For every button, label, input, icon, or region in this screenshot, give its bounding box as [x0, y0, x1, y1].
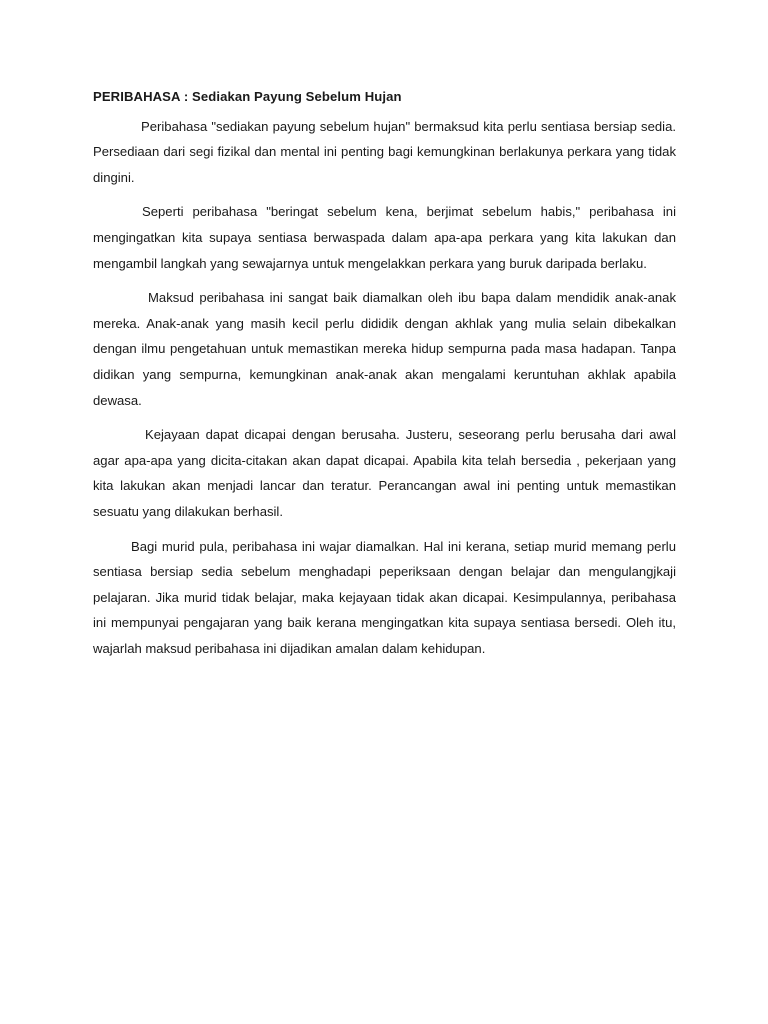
document-title: PERIBAHASA : Sediakan Payung Sebelum Hujan — [93, 89, 402, 104]
paragraph-3: Maksud peribahasa ini sangat baik diamalkan oleh ibu bapa dalam mendidik anak-anak mereka. Anak-anak yang masih kecil perlu dididik dengan akhlak yang mulia selain dibekalkan dengan ilmu pengetahuan untuk memastikan mereka hidup sempurna pada masa hadapan. Tanpa didikan yang sempurna, kemungkinan anak-anak akan mengalami keruntuhan akhlak apabila dewasa. — [93, 290, 676, 408]
paragraph-1: Peribahasa "sediakan payung sebelum hujan" bermaksud kita perlu sentiasa bersiap sedia. Persediaan dari segi fizikal dan mental ini penting bagi kemungkinan berlakunya perkara yang tidak dingini. — [93, 118, 676, 185]
paragraph-4: Kejayaan dapat dicapai dengan berusaha. Justeru, seseorang perlu berusaha dari awal agar apa-apa yang dicita-citakan akan dapat dicapai. Apabila kita telah bersedia , pekerjaan yang kita lakukan akan menjadi lancar dan teratur. Perancangan awal ini penting untuk memastikan sesuatu yang dilakukan berhasil. — [93, 427, 676, 519]
paragraph-2: Seperti peribahasa "beringat sebelum kena, berjimat sebelum habis," peribahasa ini mengingatkan kita supaya sentiasa berwaspada dalam apa-apa perkara yang kita lakukan dan mengambil langkah yang sewajarnya untuk mengelakkan perkara yang buruk daripada berlaku. — [93, 204, 676, 271]
document-body — [93, 84, 676, 670]
paragraph-5: Bagi murid pula, peribahasa ini wajar diamalkan. Hal ini kerana, setiap murid memang perlu sentiasa bersiap sedia sebelum menghadapi peperiksaan dengan belajar dan mengulangjkaji pelajaran. Jika murid tidak belajar, maka kejayaan tidak akan dicapai. Kesimpulannya, peribahasa ini mempunyai pengajaran yang baik kerana mengingatkan kita supaya sentiasa bersedi. Oleh itu, wajarlah maksud peribahasa ini dijadikan amalan dalam kehidupan. — [93, 538, 676, 656]
